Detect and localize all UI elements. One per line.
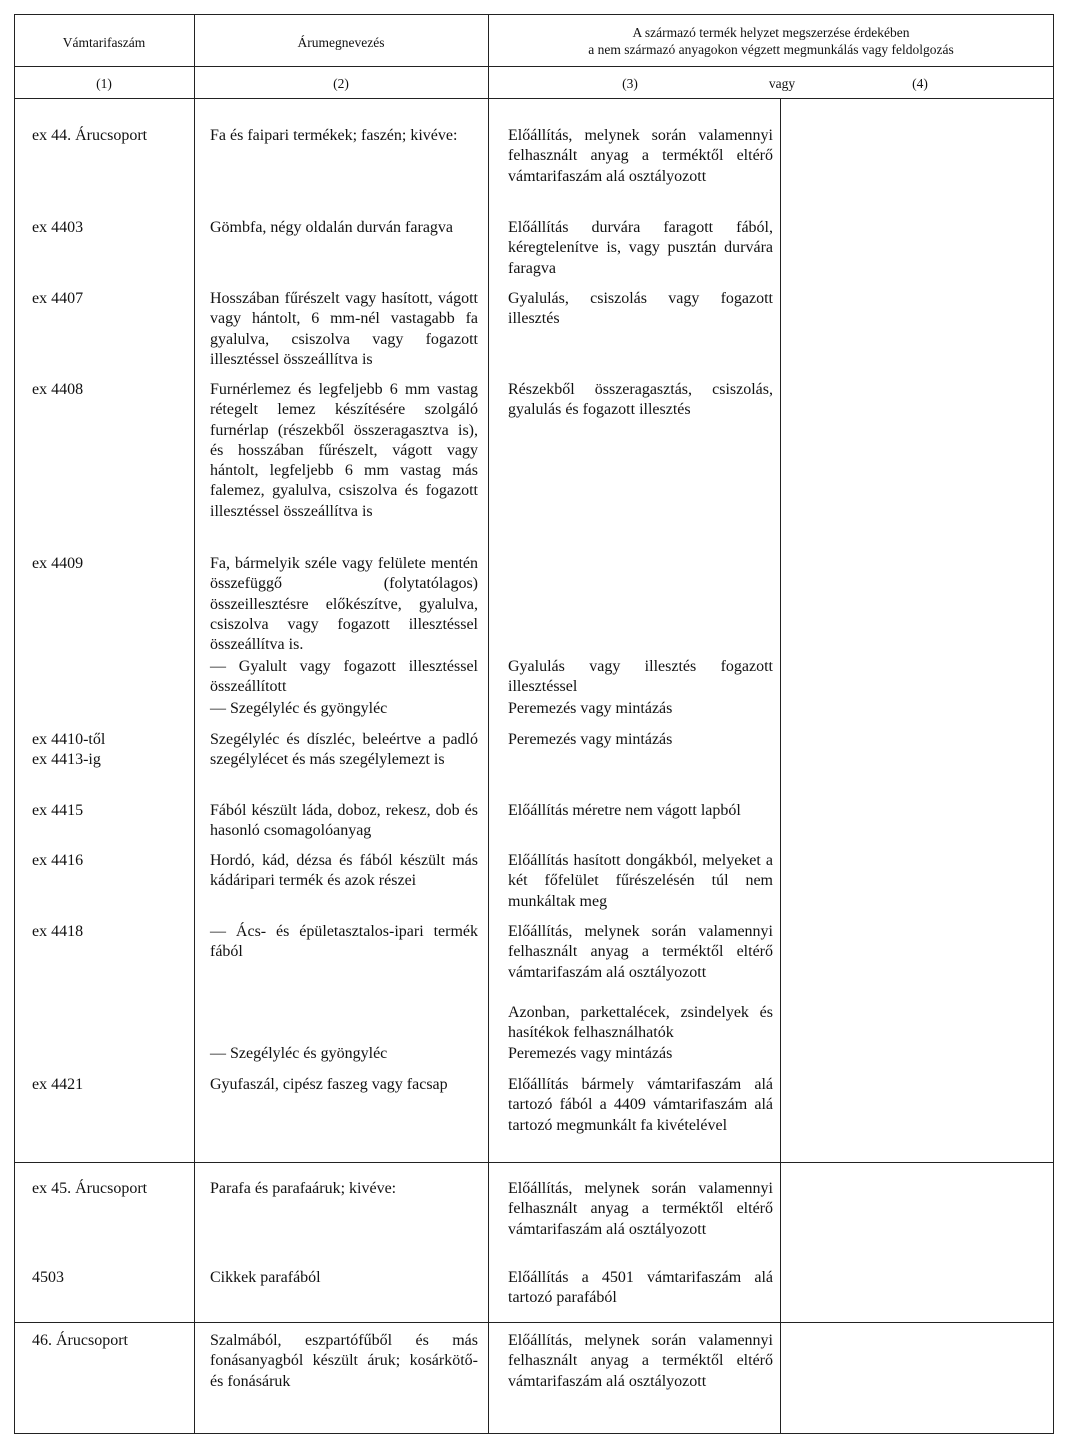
row-description: Parafa és parafaáruk; kivéve: bbox=[210, 1180, 397, 1197]
column-divider-2 bbox=[488, 14, 489, 1434]
row-description: Fából készült láda, doboz, rekesz, dob és hasonló csomagolóanyag bbox=[210, 802, 478, 840]
header-num4: (4) bbox=[912, 76, 928, 91]
header-num1: (1) bbox=[96, 76, 112, 91]
row-process: Előállítás méretre nem vágott lapból bbox=[508, 802, 741, 819]
row-code: ex 4403 bbox=[32, 219, 84, 236]
row-code: ex 4407 bbox=[32, 290, 84, 307]
row-sub-description: — Szegélyléc és gyöngyléc bbox=[210, 1045, 388, 1062]
header-col3-line2: a nem származó anyagokon végzett megmunkálás vagy feldolgozás bbox=[588, 42, 954, 57]
group-divider-45 bbox=[14, 1162, 1054, 1163]
row-process: Előállítás, melynek során valamennyi felhasznált anyag a terméktől eltérő vámtarifaszám alá osztályozott bbox=[508, 127, 773, 185]
row-description: Furnérlemez és legfeljebb 6 mm vastag rétegelt lemez készítésére szolgáló furnérlap (részekből összeragasztva is), és hosszában fűrészelt, vágott vagy hántolt, legfeljebb 6 mm vastag más falemez, gyalulva, csiszolva és fogazott illesztéssel összeállítva is bbox=[210, 381, 478, 520]
row-description: Cikkek parafából bbox=[210, 1269, 321, 1286]
row-description: Fa, bármelyik széle vagy felülete mentén összefüggő (folytatólagos) összeillesztésre előkészítve, gyalulva, csiszolva vagy fogazott illesztéssel összeállítva is. bbox=[210, 555, 478, 654]
row-sub-process: Peremezés vagy mintázás bbox=[508, 700, 673, 717]
row-process: Előállítás hasított dongákból, melyeket a két főfelület fűrészelésén túl nem munkáltak meg bbox=[508, 852, 773, 910]
row-code: ex 4416 bbox=[32, 852, 84, 869]
row-code-secondary: ex 4413-ig bbox=[32, 751, 101, 768]
header-divider bbox=[14, 66, 1054, 67]
row-process: Előállítás bármely vámtarifaszám alá tartozó fából a 4409 vámtarifaszám alá tartozó megmunkált fa kivételével bbox=[508, 1076, 773, 1134]
row-process: Előállítás a 4501 vámtarifaszám alá tartozó parafából bbox=[508, 1269, 773, 1307]
row-description: Szalmából, eszpartófűből és más fonásanyagból készült áruk; kosárkötő- és fonásáruk bbox=[210, 1332, 478, 1390]
row-description: Hosszában fűrészelt vagy hasított, vágott vagy hántolt, 6 mm-nél vastagabb fa gyalulva, csiszolva vagy fogazott illesztéssel összeállítva is bbox=[210, 290, 478, 368]
header-vagy: vagy bbox=[768, 76, 796, 91]
row-description: Gömbfa, négy oldalán durván faragva bbox=[210, 219, 454, 236]
row-sub-process: Peremezés vagy mintázás bbox=[508, 1045, 673, 1062]
row-sub-process: Gyalulás vagy illesztés fogazott illesztéssel bbox=[508, 658, 773, 696]
row-process: Peremezés vagy mintázás bbox=[508, 731, 673, 748]
row-sub-description: — Gyalult vagy fogazott illesztéssel összeállított bbox=[210, 658, 478, 696]
row-code: ex 4409 bbox=[32, 555, 84, 572]
header-bottom-rule bbox=[14, 98, 1054, 99]
header-col3-line1: A származó termék helyzet megszerzése érdekében bbox=[632, 25, 910, 40]
row-code: 46. Árucsoport bbox=[32, 1332, 128, 1349]
row-process: Előállítás, melynek során valamennyi felhasznált anyag a terméktől eltérő vámtarifaszám alá osztályozott bbox=[508, 1332, 773, 1390]
row-description: Gyufaszál, cipész faszeg vagy facsap bbox=[210, 1076, 448, 1093]
row-code: ex 4408 bbox=[32, 381, 84, 398]
tariff-table bbox=[14, 14, 1056, 1438]
row-code: ex 4410-től bbox=[32, 731, 106, 748]
row-code: ex 45. Árucsoport bbox=[32, 1180, 148, 1197]
header-col1: Vámtarifaszám bbox=[62, 35, 146, 50]
row-description: — Ács- és épületasztalos-ipari termék fából bbox=[210, 923, 478, 961]
row-code: ex 44. Árucsoport bbox=[32, 127, 148, 144]
row-code: ex 4415 bbox=[32, 802, 84, 819]
column-divider-1 bbox=[194, 14, 195, 1434]
row-description: Hordó, kád, dézsa és fából készült más kádáripari termék és azok részei bbox=[210, 852, 478, 890]
group-divider-46 bbox=[14, 1322, 1054, 1323]
row-code: ex 4418 bbox=[32, 923, 84, 940]
row-process: Előállítás, melynek során valamennyi felhasznált anyag a terméktől eltérő vámtarifaszám alá osztályozott bbox=[508, 1180, 773, 1238]
row-description: Fa és faipari termékek; faszén; kivéve: bbox=[210, 127, 458, 144]
column-divider-3 bbox=[780, 98, 781, 1434]
row-process: Részekből összeragasztás, csiszolás, gyalulás és fogazott illesztés bbox=[508, 381, 773, 419]
row-process: Előállítás, melynek során valamennyi felhasznált anyag a terméktől eltérő vámtarifaszám alá osztályozott bbox=[508, 923, 773, 981]
row-description: Szegélyléc és díszléc, beleértve a padló szegélylécet és más szegélylemezt is bbox=[210, 731, 478, 769]
row-process: Gyalulás, csiszolás vagy fogazott illesztés bbox=[508, 290, 773, 328]
row-process: Előállítás durvára faragott fából, kéregtelenítve is, vagy pusztán durvára faragva bbox=[508, 219, 773, 277]
header-num2: (2) bbox=[333, 76, 349, 91]
row-process-note: Azonban, parkettalécek, zsindelyek és hasítékok felhasználhatók bbox=[508, 1004, 773, 1042]
row-sub-description: — Szegélyléc és gyöngyléc bbox=[210, 700, 388, 717]
header-col2: Árumegnevezés bbox=[297, 35, 385, 50]
row-code: ex 4421 bbox=[32, 1076, 84, 1093]
row-code: 4503 bbox=[32, 1269, 64, 1286]
header-num3: (3) bbox=[622, 76, 638, 91]
